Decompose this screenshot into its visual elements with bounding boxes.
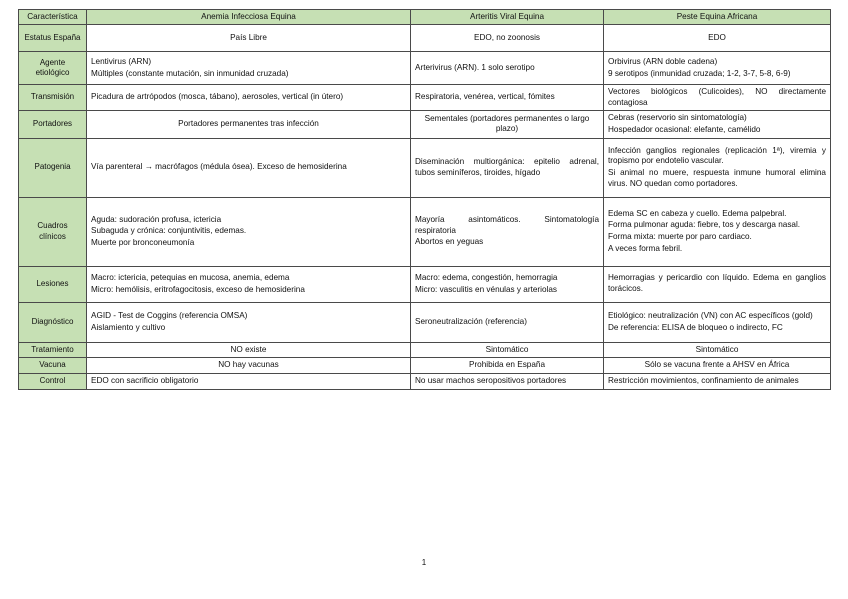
row-header: Portadores <box>19 111 87 138</box>
table-row <box>19 25 831 52</box>
header-characteristic: Característica <box>19 10 87 25</box>
table-row <box>19 302 831 342</box>
table-cell <box>604 138 831 197</box>
cell-text: Abortos en yeguas <box>415 237 484 247</box>
table-row <box>19 85 831 111</box>
cell-text: EDO con sacrificio obligatorio <box>91 375 199 385</box>
row-header: Control <box>19 373 87 389</box>
table-cell <box>411 302 604 342</box>
cell-text: Portadores permanentes tras infección <box>178 119 319 129</box>
row-header: Transmisión <box>19 85 87 111</box>
row-header: Cuadros clínicos <box>19 197 87 266</box>
row-header: Tratamiento <box>19 342 87 358</box>
header-peste: Peste Equina Africana <box>604 10 831 25</box>
cell-text: País Libre <box>230 32 267 42</box>
table-cell <box>604 373 831 389</box>
table-cell <box>604 111 831 138</box>
table-cell <box>87 342 411 358</box>
table-cell <box>411 85 604 111</box>
cell-text: Micro: vasculitis en vénulas y arteriolas <box>415 284 557 294</box>
table-cell <box>411 266 604 302</box>
table-row <box>19 111 831 138</box>
table-cell <box>604 25 831 52</box>
cell-text: Aguda: sudoración profusa, ictericia <box>91 214 222 224</box>
cell-text: NO existe <box>230 344 267 354</box>
table-cell <box>87 302 411 342</box>
cell-text: Diseminación multiorgánica: epitelio adrenal, tubos seminíferos, tiroides, hígado <box>415 156 599 177</box>
table-cell <box>411 342 604 358</box>
cell-text: Forma mixta: muerte por paro cardiaco. <box>608 232 752 242</box>
cell-text: Si animal no muere, respuesta inmune humoral elimina virus. NO quedan como portadores. <box>608 168 826 188</box>
cell-text: AGID - Test de Coggins (referencia OMSA) <box>91 310 248 320</box>
row-header: Diagnóstico <box>19 302 87 342</box>
cell-text: A veces forma febril. <box>608 243 683 253</box>
cell-text: Vectores biológicos (Culicoides), NO directamente contagiosa <box>608 87 826 107</box>
cell-text: Sintomático <box>695 344 739 354</box>
cell-text: Respiratoria, venérea, vertical, fómites <box>415 92 555 102</box>
table-row <box>19 197 831 266</box>
cell-text: NO hay vacunas <box>218 360 279 370</box>
table-row <box>19 138 831 197</box>
table-row <box>19 373 831 389</box>
cell-text: Sintomático <box>485 344 529 354</box>
cell-text: Muerte por bronconeumonía <box>91 237 195 247</box>
cell-text: Sólo se vacuna frente a AHSV en África <box>644 360 790 370</box>
cell-text: Picadura de artrópodos (mosca, tábano), aerosoles, vertical (in útero) <box>91 92 344 102</box>
table-cell <box>87 52 411 85</box>
cell-text: Arterivirus (ARN). 1 solo serotipo <box>415 62 535 72</box>
table-row <box>19 358 831 374</box>
row-header: Vacuna <box>19 358 87 374</box>
cell-text: Vía parenteral → macrófagos (médula ósea). Exceso de hemosiderina <box>91 162 347 172</box>
header-arteritis: Arteritis Viral Equina <box>411 10 604 25</box>
cell-text: Restricción movimientos, confinamiento de animales <box>608 375 799 385</box>
cell-text: Macro: ictericia, petequias en mucosa, anemia, edema <box>91 272 290 282</box>
table-cell <box>604 358 831 374</box>
table-cell <box>87 266 411 302</box>
cell-text: Hemorragias y pericardio con líquido. Edema en ganglios torácicos. <box>608 273 826 294</box>
table-cell <box>87 85 411 111</box>
row-header: Estatus España <box>19 25 87 52</box>
table-row <box>19 342 831 358</box>
table-cell <box>604 342 831 358</box>
table-cell <box>604 197 831 266</box>
table-row <box>19 52 831 85</box>
table-body <box>19 25 831 390</box>
cell-text: EDO, no zoonosis <box>474 32 540 42</box>
cell-text: Lentivirus (ARN) <box>91 56 152 66</box>
table-cell <box>411 373 604 389</box>
table-cell <box>411 197 604 266</box>
cell-text: Infección ganglios regionales (replicación 1ª), viremia y tropismo por endotelio vascular. <box>608 145 826 166</box>
cell-text: Cebras (reservorio sin sintomatología) <box>608 113 747 123</box>
cell-text: Prohibida en España <box>468 360 546 370</box>
cell-text: Hospedador ocasional: elefante, camélido <box>608 124 761 134</box>
table-cell <box>411 358 604 374</box>
table-cell <box>87 138 411 197</box>
table-cell <box>411 111 604 138</box>
row-header: Patogenia <box>19 138 87 197</box>
cell-text: Mayoría asintomáticos. Sintomatología respiratoria <box>415 215 599 235</box>
cell-text: Sementales (portadores permanentes o largo plazo) <box>424 113 590 134</box>
cell-text: Macro: edema, congestión, hemorragia <box>415 272 558 282</box>
row-header: Lesiones <box>19 266 87 302</box>
header-row <box>19 10 831 25</box>
table-row <box>19 266 831 302</box>
page-number: 1 <box>421 558 427 567</box>
cell-text: Múltiples (constante mutación, sin inmunidad cruzada) <box>91 68 289 78</box>
cell-text: Orbivirus (ARN doble cadena) <box>608 56 718 66</box>
table-cell <box>604 266 831 302</box>
cell-text: Subaguda y crónica: conjuntivitis, edemas. <box>91 226 247 236</box>
comparison-table <box>18 9 831 390</box>
table-cell <box>604 302 831 342</box>
cell-text: Etiológico: neutralización (VN) con AC específicos (gold) <box>608 310 813 320</box>
table-cell <box>87 25 411 52</box>
table-cell <box>87 358 411 374</box>
table-cell <box>604 85 831 111</box>
table-cell <box>87 373 411 389</box>
cell-text: Seroneutralización (referencia) <box>415 316 527 326</box>
cell-text: EDO <box>708 32 726 42</box>
cell-text: 9 serotipos (inmunidad cruzada; 1-2, 3-7, 5-8, 6-9) <box>608 68 791 78</box>
table-cell <box>411 138 604 197</box>
table-cell <box>411 52 604 85</box>
cell-text: No usar machos seropositivos portadores <box>415 375 567 385</box>
table-cell <box>604 52 831 85</box>
table-cell <box>87 111 411 138</box>
cell-text: Edema SC en cabeza y cuello. Edema palpebral. <box>608 208 787 218</box>
header-anemia: Anemia Infecciosa Equina <box>87 10 411 25</box>
cell-text: Micro: hemólisis, eritrofagocitosis, exceso de hemosiderina <box>91 284 305 294</box>
cell-text: Forma pulmonar aguda: fiebre, tos y descarga nasal. <box>608 220 801 230</box>
table-cell <box>411 25 604 52</box>
table-cell <box>87 197 411 266</box>
row-header: Agente etiológico <box>19 52 87 85</box>
cell-text: Aislamiento y cultivo <box>91 322 166 332</box>
cell-text: De referencia: ELISA de bloqueo o indirecto, FC <box>608 322 783 332</box>
